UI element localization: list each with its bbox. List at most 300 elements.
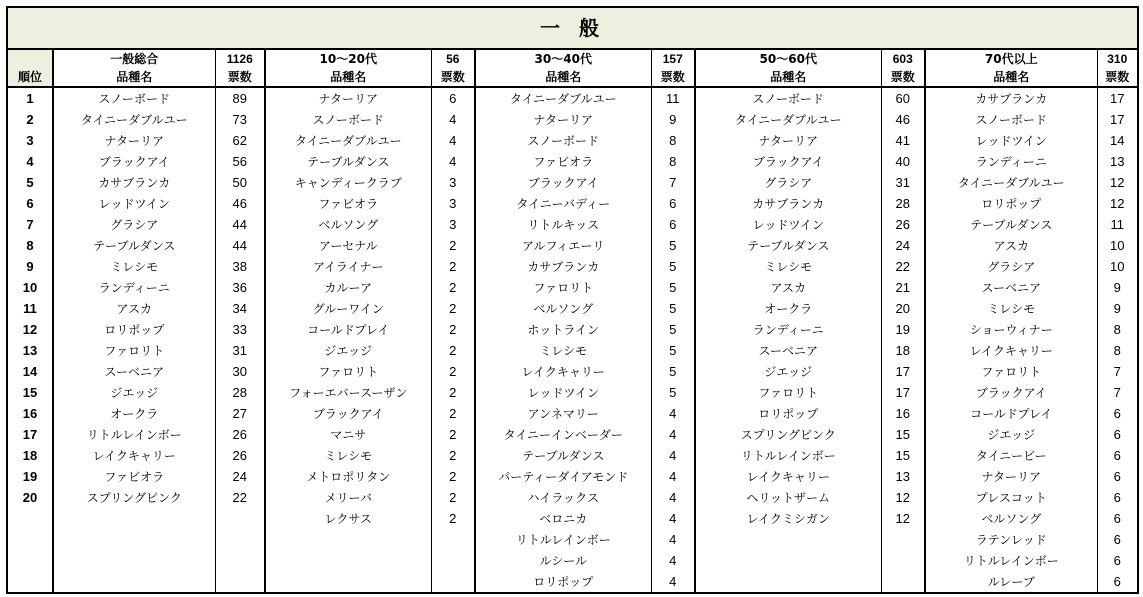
vote-count-cell: 4 bbox=[651, 550, 695, 571]
vote-count-cell: 5 bbox=[651, 235, 695, 256]
vote-count-cell: 6 bbox=[1097, 550, 1138, 571]
variety-name-cell: アスカ bbox=[695, 277, 881, 298]
vote-count-cell: 2 bbox=[431, 508, 475, 529]
variety-name-cell: オークラ bbox=[53, 403, 215, 424]
vote-count-cell bbox=[215, 571, 265, 593]
vote-count-cell: 12 bbox=[881, 487, 925, 508]
variety-name-cell: レイクキャリー bbox=[695, 466, 881, 487]
vote-count-cell: 34 bbox=[215, 298, 265, 319]
variety-name-cell: テーブルダンス bbox=[695, 235, 881, 256]
vote-count-cell: 60 bbox=[881, 87, 925, 109]
vote-count-cell: 7 bbox=[651, 172, 695, 193]
vote-count-cell: 5 bbox=[651, 340, 695, 361]
variety-name-cell bbox=[265, 529, 431, 550]
name-header: 品種名 bbox=[925, 68, 1097, 87]
vote-count-cell: 73 bbox=[215, 109, 265, 130]
rank-cell: 19 bbox=[7, 466, 53, 487]
ranking-table bbox=[6, 6, 1139, 594]
variety-name-cell: スーベニア bbox=[925, 277, 1097, 298]
variety-name-cell: グラシア bbox=[53, 214, 215, 235]
variety-name-cell: ブラックアイ bbox=[695, 151, 881, 172]
vote-count-cell: 6 bbox=[1097, 466, 1138, 487]
table-row bbox=[7, 445, 1138, 466]
rank-cell: 8 bbox=[7, 235, 53, 256]
variety-name-cell: アスカ bbox=[925, 235, 1097, 256]
vote-count-cell: 28 bbox=[215, 382, 265, 403]
vote-count-cell: 6 bbox=[1097, 571, 1138, 593]
vote-count-cell: 8 bbox=[651, 130, 695, 151]
vote-count-cell: 6 bbox=[1097, 487, 1138, 508]
variety-name-cell: ミレシモ bbox=[53, 256, 215, 277]
variety-name-cell: ロリポップ bbox=[695, 403, 881, 424]
vote-count-cell: 20 bbox=[881, 298, 925, 319]
variety-name-cell: テーブルダンス bbox=[265, 151, 431, 172]
variety-name-cell: カサブランカ bbox=[925, 87, 1097, 109]
table-row bbox=[7, 214, 1138, 235]
table-row bbox=[7, 340, 1138, 361]
table-row bbox=[7, 403, 1138, 424]
vote-count-cell: 5 bbox=[651, 298, 695, 319]
vote-count-cell: 4 bbox=[651, 529, 695, 550]
table-row bbox=[7, 277, 1138, 298]
variety-name-cell bbox=[53, 508, 215, 529]
vote-count-cell: 6 bbox=[651, 214, 695, 235]
variety-name-cell: スノーボード bbox=[265, 109, 431, 130]
variety-name-cell bbox=[695, 571, 881, 593]
vote-count-cell: 26 bbox=[215, 424, 265, 445]
vote-count-cell bbox=[431, 571, 475, 593]
variety-name-cell: ブラックアイ bbox=[925, 382, 1097, 403]
name-header: 品種名 bbox=[53, 68, 215, 87]
rank-cell: 11 bbox=[7, 298, 53, 319]
variety-name-cell: スーベニア bbox=[53, 361, 215, 382]
group-total: 603 bbox=[881, 49, 925, 68]
table-row bbox=[7, 130, 1138, 151]
rank-cell: 6 bbox=[7, 193, 53, 214]
variety-name-cell: パーティーダイアモンド bbox=[475, 466, 651, 487]
vote-count-cell: 24 bbox=[215, 466, 265, 487]
variety-name-cell: ジエッジ bbox=[925, 424, 1097, 445]
table-row bbox=[7, 424, 1138, 445]
table-row bbox=[7, 382, 1138, 403]
vote-count-cell: 17 bbox=[881, 382, 925, 403]
vote-count-cell: 9 bbox=[651, 109, 695, 130]
count-header: 票数 bbox=[215, 68, 265, 87]
rank-cell: 20 bbox=[7, 487, 53, 508]
vote-count-cell: 89 bbox=[215, 87, 265, 109]
vote-count-cell bbox=[881, 571, 925, 593]
variety-name-cell: ロリポップ bbox=[475, 571, 651, 593]
vote-count-cell: 7 bbox=[1097, 361, 1138, 382]
vote-count-cell: 56 bbox=[215, 151, 265, 172]
variety-name-cell: ルシール bbox=[475, 550, 651, 571]
variety-name-cell: グラシア bbox=[925, 256, 1097, 277]
vote-count-cell: 3 bbox=[431, 214, 475, 235]
count-header: 票数 bbox=[431, 68, 475, 87]
variety-name-cell: ナターリア bbox=[475, 109, 651, 130]
variety-name-cell: タイニーダブルユー bbox=[695, 109, 881, 130]
rank-cell: 2 bbox=[7, 109, 53, 130]
variety-name-cell bbox=[695, 529, 881, 550]
variety-name-cell: レイクミシガン bbox=[695, 508, 881, 529]
variety-name-cell: オークラ bbox=[695, 298, 881, 319]
vote-count-cell: 2 bbox=[431, 403, 475, 424]
variety-name-cell: レイクキャリー bbox=[53, 445, 215, 466]
rank-cell: 18 bbox=[7, 445, 53, 466]
vote-count-cell: 15 bbox=[881, 424, 925, 445]
variety-name-cell: ベロニカ bbox=[475, 508, 651, 529]
vote-count-cell: 2 bbox=[431, 487, 475, 508]
variety-name-cell: タイニーダブルユー bbox=[475, 87, 651, 109]
vote-count-cell: 26 bbox=[881, 214, 925, 235]
group-label: 10～20代 bbox=[265, 49, 431, 68]
name-header: 品種名 bbox=[475, 68, 651, 87]
vote-count-cell: 8 bbox=[1097, 340, 1138, 361]
table-row bbox=[7, 298, 1138, 319]
variety-name-cell: ファビオラ bbox=[53, 466, 215, 487]
variety-name-cell: グラシア bbox=[695, 172, 881, 193]
variety-name-cell: ミレシモ bbox=[925, 298, 1097, 319]
variety-name-cell bbox=[53, 529, 215, 550]
rank-header-blank bbox=[7, 49, 53, 68]
variety-name-cell: リトルレインボー bbox=[925, 550, 1097, 571]
name-header: 品種名 bbox=[265, 68, 431, 87]
variety-name-cell: ヘリットザーム bbox=[695, 487, 881, 508]
rank-cell: 3 bbox=[7, 130, 53, 151]
variety-name-cell: テーブルダンス bbox=[475, 445, 651, 466]
vote-count-cell: 12 bbox=[1097, 193, 1138, 214]
table-row bbox=[7, 487, 1138, 508]
vote-count-cell: 2 bbox=[431, 382, 475, 403]
variety-name-cell: フォーエバースーザン bbox=[265, 382, 431, 403]
variety-name-cell: ランディーニ bbox=[925, 151, 1097, 172]
variety-name-cell: レッドツイン bbox=[475, 382, 651, 403]
rank-cell: 10 bbox=[7, 277, 53, 298]
rank-cell: 7 bbox=[7, 214, 53, 235]
vote-count-cell: 6 bbox=[1097, 529, 1138, 550]
vote-count-cell: 6 bbox=[1097, 508, 1138, 529]
table-row bbox=[7, 466, 1138, 487]
vote-count-cell: 22 bbox=[881, 256, 925, 277]
vote-count-cell: 2 bbox=[431, 340, 475, 361]
variety-name-cell: ナターリア bbox=[925, 466, 1097, 487]
table-row bbox=[7, 151, 1138, 172]
vote-count-cell: 26 bbox=[215, 445, 265, 466]
variety-name-cell bbox=[53, 550, 215, 571]
vote-count-cell: 10 bbox=[1097, 256, 1138, 277]
variety-name-cell: ミレシモ bbox=[695, 256, 881, 277]
variety-name-cell: メリーバ bbox=[265, 487, 431, 508]
variety-name-cell: リトルレインボー bbox=[475, 529, 651, 550]
variety-name-cell: スプリングピンク bbox=[695, 424, 881, 445]
variety-name-cell: スノーボード bbox=[925, 109, 1097, 130]
variety-name-cell: コールドプレイ bbox=[925, 403, 1097, 424]
vote-count-cell: 5 bbox=[651, 361, 695, 382]
variety-name-cell: ミレシモ bbox=[475, 340, 651, 361]
table-row bbox=[7, 319, 1138, 340]
vote-count-cell: 4 bbox=[651, 571, 695, 593]
vote-count-cell: 12 bbox=[1097, 172, 1138, 193]
column-header-row bbox=[7, 68, 1138, 87]
vote-count-cell: 5 bbox=[651, 382, 695, 403]
vote-count-cell: 2 bbox=[431, 256, 475, 277]
variety-name-cell: スノーボード bbox=[475, 130, 651, 151]
vote-count-cell: 24 bbox=[881, 235, 925, 256]
vote-count-cell: 15 bbox=[881, 445, 925, 466]
vote-count-cell: 4 bbox=[431, 151, 475, 172]
variety-name-cell: ファロリト bbox=[265, 361, 431, 382]
variety-name-cell: ミレシモ bbox=[265, 445, 431, 466]
group-header-row bbox=[7, 49, 1138, 68]
page-title: 一 般 bbox=[7, 7, 1138, 49]
table-row bbox=[7, 87, 1138, 109]
vote-count-cell: 12 bbox=[881, 508, 925, 529]
variety-name-cell: プレスコット bbox=[925, 487, 1097, 508]
variety-name-cell: テーブルダンス bbox=[53, 235, 215, 256]
vote-count-cell bbox=[881, 550, 925, 571]
variety-name-cell: スノーボード bbox=[695, 87, 881, 109]
variety-name-cell: ファロリト bbox=[53, 340, 215, 361]
variety-name-cell: スプリングピンク bbox=[53, 487, 215, 508]
vote-count-cell: 36 bbox=[215, 277, 265, 298]
variety-name-cell: ベルソング bbox=[925, 508, 1097, 529]
vote-count-cell: 31 bbox=[215, 340, 265, 361]
vote-count-cell: 30 bbox=[215, 361, 265, 382]
variety-name-cell bbox=[53, 571, 215, 593]
vote-count-cell: 46 bbox=[881, 109, 925, 130]
vote-count-cell: 40 bbox=[881, 151, 925, 172]
variety-name-cell: キャンディークラブ bbox=[265, 172, 431, 193]
table-row bbox=[7, 109, 1138, 130]
vote-count-cell: 19 bbox=[881, 319, 925, 340]
vote-count-cell: 4 bbox=[651, 445, 695, 466]
variety-name-cell: ホットライン bbox=[475, 319, 651, 340]
rank-cell bbox=[7, 529, 53, 550]
group-label: 30～40代 bbox=[475, 49, 651, 68]
rank-cell: 4 bbox=[7, 151, 53, 172]
variety-name-cell: ハイラックス bbox=[475, 487, 651, 508]
variety-name-cell: タイニーバディー bbox=[475, 193, 651, 214]
variety-name-cell: グルーワイン bbox=[265, 298, 431, 319]
vote-count-cell: 3 bbox=[431, 193, 475, 214]
vote-count-cell bbox=[881, 529, 925, 550]
variety-name-cell: ナターリア bbox=[265, 87, 431, 109]
variety-name-cell: リトルキッス bbox=[475, 214, 651, 235]
vote-count-cell: 2 bbox=[431, 424, 475, 445]
vote-count-cell bbox=[431, 550, 475, 571]
group-label: 50～60代 bbox=[695, 49, 881, 68]
variety-name-cell: レッドツイン bbox=[53, 193, 215, 214]
group-total: 157 bbox=[651, 49, 695, 68]
rank-cell: 14 bbox=[7, 361, 53, 382]
vote-count-cell: 17 bbox=[881, 361, 925, 382]
vote-count-cell: 21 bbox=[881, 277, 925, 298]
vote-count-cell: 16 bbox=[881, 403, 925, 424]
variety-name-cell: タイニーダブルユー bbox=[925, 172, 1097, 193]
variety-name-cell: アスカ bbox=[53, 298, 215, 319]
table-row bbox=[7, 508, 1138, 529]
group-label: 一般総合 bbox=[53, 49, 215, 68]
table-row bbox=[7, 256, 1138, 277]
vote-count-cell: 50 bbox=[215, 172, 265, 193]
variety-name-cell bbox=[265, 571, 431, 593]
variety-name-cell: アルフィエーリ bbox=[475, 235, 651, 256]
vote-count-cell: 17 bbox=[1097, 109, 1138, 130]
table-row bbox=[7, 550, 1138, 571]
count-header: 票数 bbox=[1097, 68, 1138, 87]
variety-name-cell: レッドツイン bbox=[695, 214, 881, 235]
vote-count-cell: 3 bbox=[431, 172, 475, 193]
vote-count-cell: 5 bbox=[651, 277, 695, 298]
variety-name-cell bbox=[695, 550, 881, 571]
variety-name-cell: ベルソング bbox=[265, 214, 431, 235]
vote-count-cell: 14 bbox=[1097, 130, 1138, 151]
variety-name-cell: スノーボード bbox=[53, 87, 215, 109]
table-row bbox=[7, 571, 1138, 593]
variety-name-cell: ランディーニ bbox=[53, 277, 215, 298]
variety-name-cell: ファロリト bbox=[475, 277, 651, 298]
table-row bbox=[7, 172, 1138, 193]
variety-name-cell: ショーウィナー bbox=[925, 319, 1097, 340]
vote-count-cell: 33 bbox=[215, 319, 265, 340]
variety-name-cell: カルーア bbox=[265, 277, 431, 298]
vote-count-cell: 4 bbox=[431, 109, 475, 130]
vote-count-cell: 4 bbox=[651, 403, 695, 424]
group-total: 310 bbox=[1097, 49, 1138, 68]
variety-name-cell: ファビオラ bbox=[475, 151, 651, 172]
count-header: 票数 bbox=[881, 68, 925, 87]
table-row bbox=[7, 193, 1138, 214]
variety-name-cell: タイニーインベーダー bbox=[475, 424, 651, 445]
vote-count-cell: 9 bbox=[1097, 298, 1138, 319]
vote-count-cell: 41 bbox=[881, 130, 925, 151]
vote-count-cell bbox=[215, 550, 265, 571]
variety-name-cell: マニサ bbox=[265, 424, 431, 445]
vote-count-cell: 31 bbox=[881, 172, 925, 193]
vote-count-cell: 2 bbox=[431, 298, 475, 319]
variety-name-cell: リトルレインボー bbox=[695, 445, 881, 466]
count-header: 票数 bbox=[651, 68, 695, 87]
variety-name-cell: スーベニア bbox=[695, 340, 881, 361]
vote-count-cell: 18 bbox=[881, 340, 925, 361]
variety-name-cell: レイクキャリー bbox=[925, 340, 1097, 361]
rank-cell: 9 bbox=[7, 256, 53, 277]
vote-count-cell: 6 bbox=[651, 193, 695, 214]
vote-count-cell: 38 bbox=[215, 256, 265, 277]
title-row bbox=[7, 7, 1138, 49]
vote-count-cell: 46 bbox=[215, 193, 265, 214]
vote-count-cell: 6 bbox=[1097, 403, 1138, 424]
rank-cell: 1 bbox=[7, 87, 53, 109]
variety-name-cell: ルレーブ bbox=[925, 571, 1097, 593]
variety-name-cell: レッドツイン bbox=[925, 130, 1097, 151]
rank-cell: 16 bbox=[7, 403, 53, 424]
rank-cell: 12 bbox=[7, 319, 53, 340]
vote-count-cell: 4 bbox=[651, 508, 695, 529]
group-total: 1126 bbox=[215, 49, 265, 68]
variety-name-cell: リトルレインボー bbox=[53, 424, 215, 445]
variety-name-cell: ブラックアイ bbox=[475, 172, 651, 193]
variety-name-cell: ナターリア bbox=[695, 130, 881, 151]
vote-count-cell: 11 bbox=[651, 87, 695, 109]
vote-count-cell: 2 bbox=[431, 445, 475, 466]
variety-name-cell: コールドプレイ bbox=[265, 319, 431, 340]
table-row bbox=[7, 361, 1138, 382]
vote-count-cell: 13 bbox=[1097, 151, 1138, 172]
vote-count-cell: 6 bbox=[1097, 445, 1138, 466]
vote-count-cell bbox=[215, 529, 265, 550]
vote-count-cell: 27 bbox=[215, 403, 265, 424]
variety-name-cell: レクサス bbox=[265, 508, 431, 529]
vote-count-cell: 2 bbox=[431, 319, 475, 340]
variety-name-cell: ジエッジ bbox=[265, 340, 431, 361]
vote-count-cell: 8 bbox=[1097, 319, 1138, 340]
table-row bbox=[7, 529, 1138, 550]
vote-count-cell: 28 bbox=[881, 193, 925, 214]
vote-count-cell bbox=[215, 508, 265, 529]
vote-count-cell: 4 bbox=[431, 130, 475, 151]
variety-name-cell: タイニーダブルユー bbox=[265, 130, 431, 151]
vote-count-cell: 17 bbox=[1097, 87, 1138, 109]
vote-count-cell bbox=[431, 529, 475, 550]
rank-cell bbox=[7, 571, 53, 593]
rank-cell: 5 bbox=[7, 172, 53, 193]
vote-count-cell: 5 bbox=[651, 319, 695, 340]
rank-cell: 15 bbox=[7, 382, 53, 403]
variety-name-cell: タイニーダブルユー bbox=[53, 109, 215, 130]
vote-count-cell: 6 bbox=[1097, 424, 1138, 445]
name-header: 品種名 bbox=[695, 68, 881, 87]
variety-name-cell: ジエッジ bbox=[53, 382, 215, 403]
vote-count-cell: 4 bbox=[651, 466, 695, 487]
vote-count-cell: 44 bbox=[215, 235, 265, 256]
variety-name-cell: カサブランカ bbox=[695, 193, 881, 214]
variety-name-cell: ランディーニ bbox=[695, 319, 881, 340]
vote-count-cell: 2 bbox=[431, 277, 475, 298]
variety-name-cell: アイライナー bbox=[265, 256, 431, 277]
vote-count-cell: 4 bbox=[651, 424, 695, 445]
rank-cell bbox=[7, 508, 53, 529]
variety-name-cell: カサブランカ bbox=[475, 256, 651, 277]
variety-name-cell: ブラックアイ bbox=[53, 151, 215, 172]
vote-count-cell: 44 bbox=[215, 214, 265, 235]
vote-count-cell: 2 bbox=[431, 235, 475, 256]
variety-name-cell: カサブランカ bbox=[53, 172, 215, 193]
rank-cell: 13 bbox=[7, 340, 53, 361]
variety-name-cell: ファロリト bbox=[695, 382, 881, 403]
variety-name-cell bbox=[265, 550, 431, 571]
variety-name-cell: メトロポリタン bbox=[265, 466, 431, 487]
variety-name-cell: ファロリト bbox=[925, 361, 1097, 382]
variety-name-cell: ナターリア bbox=[53, 130, 215, 151]
variety-name-cell: レイクキャリー bbox=[475, 361, 651, 382]
variety-name-cell: ジエッジ bbox=[695, 361, 881, 382]
variety-name-cell: ブラックアイ bbox=[265, 403, 431, 424]
vote-count-cell: 5 bbox=[651, 256, 695, 277]
variety-name-cell: ラテンレッド bbox=[925, 529, 1097, 550]
rank-header: 順位 bbox=[7, 68, 53, 87]
group-total: 56 bbox=[431, 49, 475, 68]
vote-count-cell: 7 bbox=[1097, 382, 1138, 403]
vote-count-cell: 22 bbox=[215, 487, 265, 508]
vote-count-cell: 4 bbox=[651, 487, 695, 508]
vote-count-cell: 6 bbox=[431, 87, 475, 109]
variety-name-cell: テーブルダンス bbox=[925, 214, 1097, 235]
vote-count-cell: 13 bbox=[881, 466, 925, 487]
vote-count-cell: 62 bbox=[215, 130, 265, 151]
vote-count-cell: 9 bbox=[1097, 277, 1138, 298]
vote-count-cell: 8 bbox=[651, 151, 695, 172]
